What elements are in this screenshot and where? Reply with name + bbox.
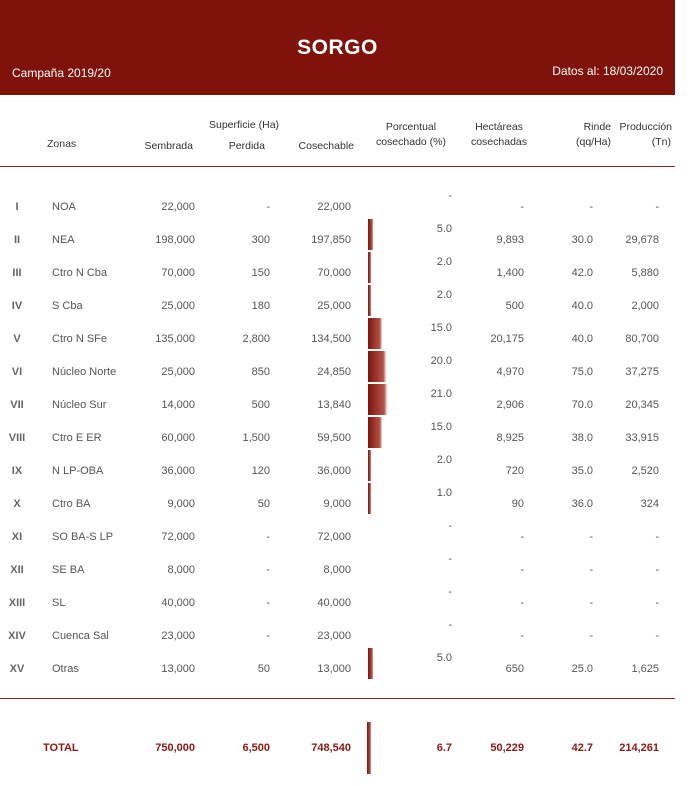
row-pct-cosechado: 2.0 bbox=[436, 454, 452, 466]
report-title: SORGO bbox=[297, 36, 378, 59]
row-zone-name: Ctro E ER bbox=[52, 432, 102, 444]
row-zone-name: NOA bbox=[52, 201, 76, 213]
row-hectareas-cosechadas: 20,175 bbox=[490, 333, 524, 345]
row-cosechable: 13,840 bbox=[317, 399, 351, 411]
row-hectareas-cosechadas: - bbox=[520, 201, 524, 213]
table-row bbox=[0, 454, 675, 487]
row-zone-name: SL bbox=[52, 597, 66, 609]
row-cosechable: 13,000 bbox=[317, 663, 351, 675]
row-zone-name: Ctro N Cba bbox=[52, 267, 108, 279]
row-cosechable: 22,000 bbox=[317, 201, 351, 213]
row-rinde: 40.0 bbox=[571, 300, 593, 312]
row-sembrada: 14,000 bbox=[161, 399, 195, 411]
row-pct-cosechado: - bbox=[448, 586, 452, 598]
row-rinde: 70.0 bbox=[571, 399, 593, 411]
table-row bbox=[0, 388, 675, 421]
row-perdida: - bbox=[266, 531, 270, 543]
row-zone-name: Otras bbox=[52, 663, 79, 675]
header-rinde-line2: (qq/Ha) bbox=[575, 136, 611, 148]
header-hectareas-line2: cosechadas bbox=[470, 136, 528, 148]
row-sembrada: 9,000 bbox=[167, 498, 195, 510]
row-roman-numeral: I bbox=[15, 201, 19, 213]
row-roman-numeral: XIV bbox=[8, 630, 26, 642]
table-row bbox=[0, 190, 675, 223]
row-roman-numeral: IV bbox=[11, 300, 23, 312]
pct-cosechado-bar bbox=[368, 417, 382, 448]
table-row bbox=[0, 322, 675, 355]
header-produccion-line1: Producción bbox=[619, 121, 672, 133]
row-hectareas-cosechadas: 4,970 bbox=[496, 366, 524, 378]
row-cosechable: 59,500 bbox=[317, 432, 351, 444]
pct-cosechado-bar bbox=[368, 351, 386, 382]
pct-cosechado-bar bbox=[368, 252, 371, 283]
row-roman-numeral: XI bbox=[11, 531, 23, 543]
table-row bbox=[0, 586, 675, 619]
row-zone-name: NEA bbox=[52, 234, 75, 246]
table-row bbox=[0, 421, 675, 454]
row-sembrada: 70,000 bbox=[161, 267, 195, 279]
row-pct-cosechado: - bbox=[448, 553, 452, 565]
row-zone-name: S Cba bbox=[52, 300, 83, 312]
row-roman-numeral: VIII bbox=[8, 432, 26, 444]
header-produccion-line2: (Tn) bbox=[651, 136, 671, 148]
row-perdida: - bbox=[266, 564, 270, 576]
pct-cosechado-bar bbox=[368, 648, 373, 679]
row-produccion: 29,678 bbox=[625, 234, 659, 246]
row-sembrada: 13,000 bbox=[161, 663, 195, 675]
row-pct-cosechado: 20.0 bbox=[430, 355, 452, 367]
row-rinde: - bbox=[589, 201, 593, 213]
row-perdida: 120 bbox=[251, 465, 270, 477]
total-pct: 6.7 bbox=[436, 742, 452, 754]
row-cosechable: 9,000 bbox=[323, 498, 351, 510]
data-date-label: Datos al: 18/03/2020 bbox=[552, 64, 663, 78]
row-roman-numeral: X bbox=[13, 498, 21, 510]
row-perdida: 50 bbox=[257, 663, 270, 675]
row-pct-cosechado: 2.0 bbox=[436, 289, 452, 301]
row-produccion: 80,700 bbox=[625, 333, 659, 345]
row-hectareas-cosechadas: 90 bbox=[511, 498, 524, 510]
row-cosechable: 25,000 bbox=[317, 300, 351, 312]
row-roman-numeral: XII bbox=[10, 564, 24, 576]
pct-cosechado-bar bbox=[368, 219, 373, 250]
row-zone-name: Ctro BA bbox=[52, 498, 91, 510]
header-sembrada: Sembrada bbox=[144, 140, 193, 152]
row-pct-cosechado: 15.0 bbox=[430, 322, 452, 334]
row-hectareas-cosechadas: 720 bbox=[505, 465, 524, 477]
header-cosechable: Cosechable bbox=[298, 140, 354, 152]
row-produccion: 20,345 bbox=[625, 399, 659, 411]
row-hectareas-cosechadas: 500 bbox=[505, 300, 524, 312]
pct-cosechado-bar bbox=[368, 483, 371, 514]
pct-cosechado-bar bbox=[368, 384, 387, 415]
row-pct-cosechado: 21.0 bbox=[430, 388, 452, 400]
row-sembrada: 23,000 bbox=[161, 630, 195, 642]
row-pct-cosechado: 5.0 bbox=[436, 223, 452, 235]
row-roman-numeral: VI bbox=[11, 366, 23, 378]
row-rinde: - bbox=[589, 630, 593, 642]
row-cosechable: 24,850 bbox=[317, 366, 351, 378]
row-cosechable: 23,000 bbox=[317, 630, 351, 642]
row-perdida: 300 bbox=[251, 234, 270, 246]
report-header bbox=[0, 0, 675, 95]
total-row bbox=[0, 722, 675, 774]
row-rinde: 40.0 bbox=[571, 333, 593, 345]
total-produccion: 214,261 bbox=[619, 742, 659, 754]
table-row bbox=[0, 256, 675, 289]
row-zone-name: Núcleo Sur bbox=[52, 399, 107, 411]
row-pct-cosechado: - bbox=[448, 520, 452, 532]
row-sembrada: 8,000 bbox=[167, 564, 195, 576]
row-cosechable: 36,000 bbox=[317, 465, 351, 477]
row-rinde: - bbox=[589, 564, 593, 576]
row-pct-cosechado: 2.0 bbox=[436, 256, 452, 268]
row-zone-name: Cuenca Sal bbox=[52, 630, 109, 642]
row-hectareas-cosechadas: - bbox=[520, 597, 524, 609]
row-rinde: 42.0 bbox=[571, 267, 593, 279]
row-sembrada: 135,000 bbox=[155, 333, 195, 345]
row-perdida: 500 bbox=[251, 399, 270, 411]
row-cosechable: 40,000 bbox=[317, 597, 351, 609]
row-sembrada: 36,000 bbox=[161, 465, 195, 477]
header-superficie: Superficie (Ha) bbox=[209, 119, 280, 131]
row-hectareas-cosechadas: 2,906 bbox=[496, 399, 524, 411]
row-rinde: - bbox=[589, 597, 593, 609]
table-row bbox=[0, 289, 675, 322]
row-rinde: 36.0 bbox=[571, 498, 593, 510]
row-rinde: 38.0 bbox=[571, 432, 593, 444]
pct-cosechado-bar bbox=[368, 450, 371, 481]
row-hectareas-cosechadas: - bbox=[520, 564, 524, 576]
row-zone-name: SE BA bbox=[52, 564, 85, 576]
row-sembrada: 22,000 bbox=[161, 201, 195, 213]
row-zone-name: Ctro N SFe bbox=[52, 333, 108, 345]
row-sembrada: 198,000 bbox=[155, 234, 195, 246]
row-pct-cosechado: 5.0 bbox=[436, 652, 452, 664]
zones-table-body bbox=[0, 190, 675, 685]
row-zone-name: Núcleo Norte bbox=[52, 366, 117, 378]
table-row bbox=[0, 553, 675, 586]
row-perdida: 850 bbox=[251, 366, 270, 378]
header-perdida: Perdida bbox=[228, 140, 265, 152]
total-label: TOTAL bbox=[43, 742, 79, 754]
row-roman-numeral: VII bbox=[10, 399, 24, 411]
row-produccion: 5,880 bbox=[631, 267, 659, 279]
total-divider bbox=[0, 698, 675, 699]
row-sembrada: 25,000 bbox=[161, 366, 195, 378]
row-perdida: 1,500 bbox=[242, 432, 270, 444]
row-hectareas-cosechadas: 8,925 bbox=[496, 432, 524, 444]
row-sembrada: 40,000 bbox=[161, 597, 195, 609]
row-produccion: 33,915 bbox=[625, 432, 659, 444]
row-hectareas-cosechadas: - bbox=[520, 630, 524, 642]
row-pct-cosechado: - bbox=[448, 190, 452, 202]
row-cosechable: 8,000 bbox=[323, 564, 351, 576]
row-cosechable: 72,000 bbox=[317, 531, 351, 543]
row-sembrada: 25,000 bbox=[161, 300, 195, 312]
row-perdida: 150 bbox=[251, 267, 270, 279]
row-roman-numeral: XIII bbox=[8, 597, 26, 609]
header-porcentual-line1: Porcentual bbox=[385, 121, 437, 133]
row-pct-cosechado: 1.0 bbox=[436, 487, 452, 499]
row-rinde: - bbox=[589, 531, 593, 543]
row-roman-numeral: II bbox=[13, 234, 21, 246]
header-rinde-line1: Rinde bbox=[583, 121, 611, 133]
row-produccion: - bbox=[655, 564, 659, 576]
row-produccion: - bbox=[655, 630, 659, 642]
row-cosechable: 134,500 bbox=[311, 333, 351, 345]
row-cosechable: 70,000 bbox=[317, 267, 351, 279]
row-produccion: 2,520 bbox=[631, 465, 659, 477]
row-perdida: 2,800 bbox=[242, 333, 270, 345]
row-rinde: 30.0 bbox=[571, 234, 593, 246]
table-row bbox=[0, 652, 675, 685]
row-produccion: - bbox=[655, 597, 659, 609]
row-produccion: 37,275 bbox=[625, 366, 659, 378]
row-rinde: 25.0 bbox=[571, 663, 593, 675]
pct-cosechado-bar bbox=[368, 318, 382, 349]
total-cosechable: 748,540 bbox=[311, 742, 351, 754]
row-pct-cosechado: - bbox=[448, 619, 452, 631]
table-row bbox=[0, 223, 675, 256]
header-zonas: Zonas bbox=[47, 138, 77, 150]
table-row bbox=[0, 487, 675, 520]
total-sembrada: 750,000 bbox=[155, 742, 195, 754]
row-rinde: 35.0 bbox=[571, 465, 593, 477]
total-hectareas: 50,229 bbox=[490, 742, 524, 754]
row-perdida: 180 bbox=[251, 300, 270, 312]
row-produccion: 1,625 bbox=[631, 663, 659, 675]
row-pct-cosechado: 15.0 bbox=[430, 421, 452, 433]
total-perdida: 6,500 bbox=[242, 742, 270, 754]
row-zone-name: N LP-OBA bbox=[52, 465, 104, 477]
row-produccion: 324 bbox=[640, 498, 659, 510]
pct-cosechado-bar bbox=[368, 285, 371, 316]
header-porcentual-line2: cosechado (%) bbox=[375, 136, 447, 148]
table-row bbox=[0, 520, 675, 553]
row-perdida: - bbox=[266, 597, 270, 609]
campaign-label: Campaña 2019/20 bbox=[12, 66, 111, 80]
row-roman-numeral: III bbox=[12, 267, 22, 279]
row-rinde: 75.0 bbox=[571, 366, 593, 378]
row-hectareas-cosechadas: 650 bbox=[505, 663, 524, 675]
row-sembrada: 60,000 bbox=[161, 432, 195, 444]
row-zone-name: SO BA-S LP bbox=[52, 531, 114, 543]
row-hectareas-cosechadas: - bbox=[520, 531, 524, 543]
row-cosechable: 197,850 bbox=[311, 234, 351, 246]
row-sembrada: 72,000 bbox=[161, 531, 195, 543]
row-perdida: - bbox=[266, 201, 270, 213]
table-row bbox=[0, 619, 675, 652]
row-perdida: 50 bbox=[257, 498, 270, 510]
row-hectareas-cosechadas: 9,893 bbox=[496, 234, 524, 246]
row-perdida: - bbox=[266, 630, 270, 642]
row-roman-numeral: V bbox=[13, 333, 21, 345]
row-hectareas-cosechadas: 1,400 bbox=[496, 267, 524, 279]
row-produccion: - bbox=[655, 531, 659, 543]
row-produccion: 2,000 bbox=[631, 300, 659, 312]
header-divider bbox=[0, 166, 675, 167]
total-rinde: 42.7 bbox=[571, 742, 593, 754]
row-roman-numeral: XV bbox=[9, 663, 25, 675]
row-roman-numeral: IX bbox=[11, 465, 23, 477]
table-row bbox=[0, 355, 675, 388]
header-hectareas-line1: Hectáreas bbox=[475, 121, 523, 133]
total-pct-bar bbox=[367, 722, 371, 774]
row-produccion: - bbox=[655, 201, 659, 213]
